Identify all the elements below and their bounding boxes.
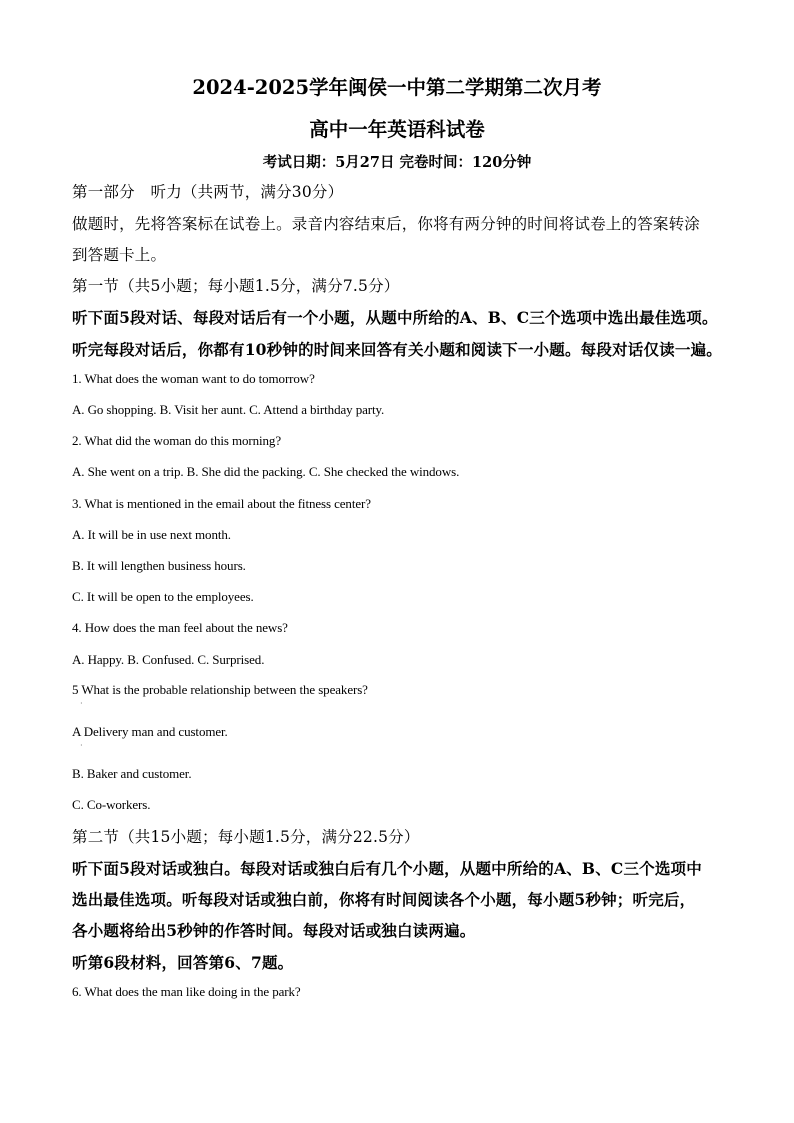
question-2-options: A. She went on a trip. B. She did the packing. C. She checked the windows.	[72, 464, 460, 479]
question-1-options: A. Go shopping. B. Visit her aunt. C. Attend a birthday party.	[72, 402, 385, 417]
question-5-option-b: B. Baker and customer.	[72, 766, 192, 781]
section2-desc-line3: 各小题将给出5秒钟的作答时间。每段对话或独白读两遍。	[72, 921, 476, 940]
exam-title: 2024-2025学年闽侯一中第二学期第二次月考	[192, 76, 602, 99]
exam-info: 考试日期：5月27日 完卷时间：120分钟	[262, 154, 532, 171]
stray-mark: ·	[80, 699, 83, 708]
section1-heading: 第一节（共5小题；每小题1.5分，满分7.5分）	[72, 277, 400, 295]
question-6: 6. What does the man like doing in the park?	[72, 984, 301, 999]
section2-desc-line2: 选出最佳选项。听每段对话或独白前，你将有时间阅读各个小题，每小题5秒钟；听完后，	[72, 890, 696, 909]
section1-desc-line2: 听完每段对话后，你都有10秒钟的时间来回答有关小题和阅读下一小题。每段对话仅读一遍。	[72, 340, 722, 359]
question-3: 3. What is mentioned in the email about the fitness center?	[72, 496, 371, 511]
section2-heading: 第二节（共15小题；每小题1.5分，满分22.5分）	[72, 828, 420, 846]
part1-heading: 第一部分 听力（共两节，满分30分）	[72, 183, 344, 201]
question-4: 4. How does the man feel about the news?	[72, 620, 288, 635]
question-5-option-c: C. Co-workers.	[72, 797, 151, 812]
question-3-option-a: A. It will be in use next month.	[72, 527, 231, 542]
question-4-options: A. Happy. B. Confused. C. Surprised.	[72, 652, 265, 667]
question-5: 5 What is the probable relationship between the speakers?	[72, 682, 368, 697]
question-3-option-c: C. It will be open to the employees.	[72, 589, 254, 604]
question-5-option-a: A Delivery man and customer.	[72, 724, 228, 739]
question-2: 2. What did the woman do this morning?	[72, 433, 281, 448]
part1-instructions-line1: 做题时，先将答案标在试卷上。录音内容结束后，你将有两分钟的时间将试卷上的答案转涂	[72, 215, 701, 233]
question-3-option-b: B. It will lengthen business hours.	[72, 558, 246, 573]
section2-desc-line1: 听下面5段对话或独白。每段对话或独白后有几个小题，从题中所给的A、B、C三个选项中	[72, 859, 702, 878]
part1-instructions-line2: 到答题卡上。	[72, 246, 167, 264]
section1-desc-line1: 听下面5段对话、每段对话后有一个小题，从题中所给的A、B、C三个选项中选出最佳选项。	[72, 308, 718, 327]
material-6-heading: 听第6段材料，回答第6、7题。	[72, 953, 294, 972]
stray-mark: ·	[80, 741, 83, 750]
question-1: 1. What does the woman want to do tomorrow?	[72, 371, 315, 386]
exam-subtitle: 高中一年英语科试卷	[309, 118, 485, 141]
